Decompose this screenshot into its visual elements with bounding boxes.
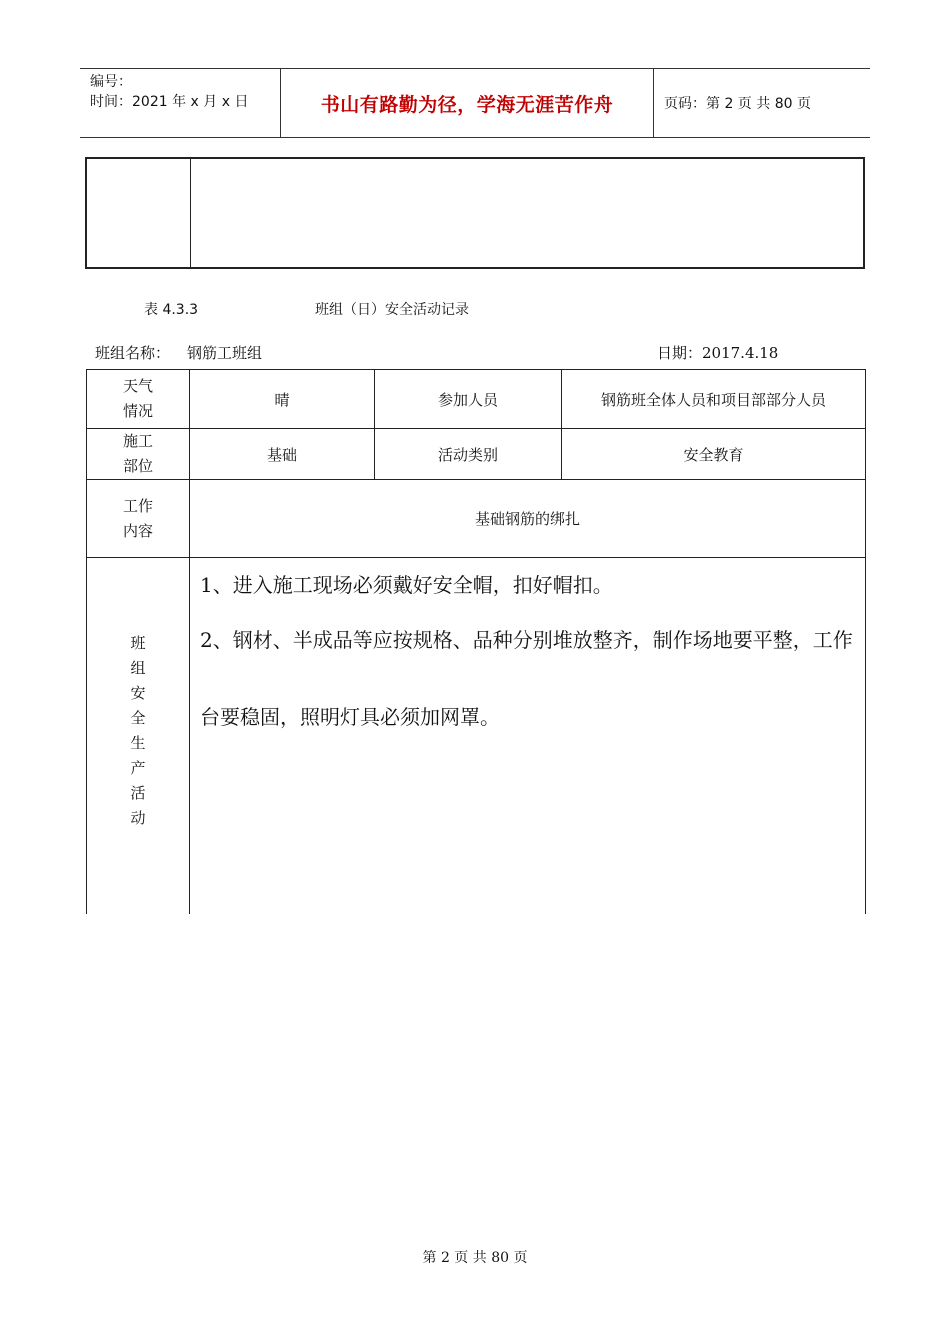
- weather-label: 天气 情况: [87, 370, 190, 429]
- activity-label-char: 班: [130, 634, 146, 652]
- activity-label-char: 生: [130, 734, 146, 752]
- category-label: 活动类别: [375, 429, 562, 480]
- team-name-label: 班组名称：: [95, 344, 171, 362]
- location-label: 施工 部位: [87, 429, 190, 480]
- activity-label-vertical: [87, 558, 189, 904]
- weather-value: 晴: [190, 370, 375, 429]
- table-row: [87, 370, 866, 429]
- page-header: [80, 68, 870, 138]
- header-motto-cell: [281, 69, 654, 137]
- motto: 书山有路勤为径，学海无涯苦作舟: [320, 93, 614, 116]
- team-name-value: 钢筋工班组: [187, 344, 263, 362]
- table-number: 表 4.3.3: [144, 302, 199, 318]
- page-footer: 第 2 页 共 80 页: [422, 1250, 528, 1266]
- table-row: [87, 558, 866, 915]
- table-title: 班组（日）安全活动记录: [315, 302, 469, 318]
- activity-label-char: 产: [130, 759, 146, 777]
- activity-label-char: 安: [130, 684, 146, 702]
- activity-content: [190, 558, 866, 915]
- serial-label: 编号：: [90, 74, 132, 90]
- activity-label-char: 动: [130, 809, 146, 827]
- time-label: 时间：2021 年 x 月 x 日: [90, 94, 249, 110]
- category-value: 安全教育: [562, 429, 866, 480]
- participants-value: 钢筋班全体人员和项目部部分人员: [562, 370, 866, 429]
- participants-label: 参加人员: [375, 370, 562, 429]
- header-right-cell: [654, 69, 870, 137]
- work-content-value: 基础钢筋的绑扎: [190, 480, 866, 558]
- activity-item-1: 1、进入施工现场必须戴好安全帽，扣好帽扣。: [200, 573, 613, 597]
- table-row: [87, 480, 866, 558]
- header-left-cell: [80, 69, 281, 137]
- activity-label-char: 活: [130, 784, 146, 802]
- empty-table-box: [85, 157, 865, 269]
- header-page-info: 页码：第 2 页 共 80 页: [664, 96, 811, 112]
- activity-label: [87, 558, 190, 915]
- table-row: [87, 429, 866, 480]
- safety-record-table: [86, 369, 865, 914]
- activity-label-char: 组: [130, 659, 146, 677]
- empty-table-divider: [190, 159, 191, 267]
- record-date: 日期：2017.4.18: [657, 344, 779, 362]
- work-content-label: 工作 内容: [87, 480, 190, 558]
- activity-label-char: 全: [130, 709, 146, 727]
- activity-item-2: 2、钢材、半成品等应按规格、品种分别堆放整齐，制作场地要平整，工作台要稳固，照明灯具必须加网罩。: [200, 628, 853, 729]
- location-value: 基础: [190, 429, 375, 480]
